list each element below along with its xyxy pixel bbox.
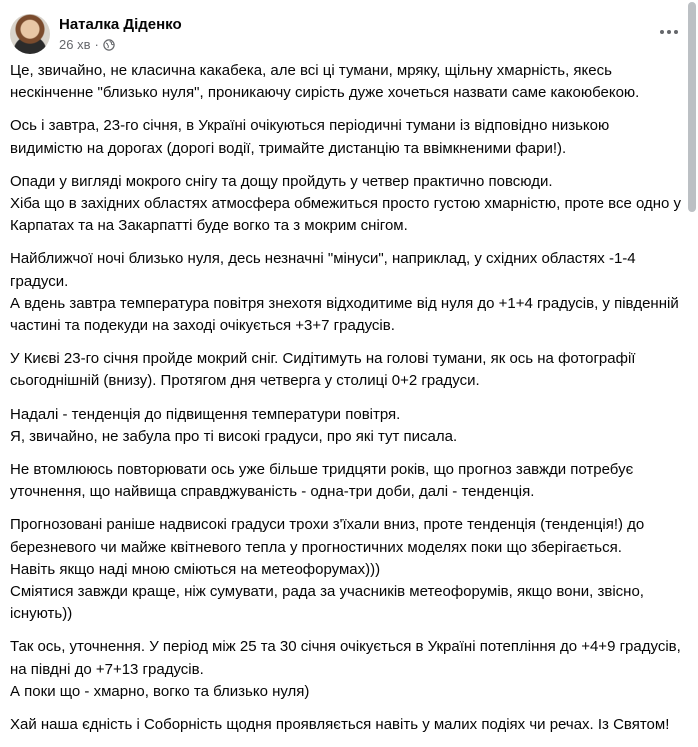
post-text-line: Ось і завтра, 23-го січня, в Україні очікуються періодичні тумани із відповідно низькою — [10, 117, 610, 135]
globe-icon[interactable] — [103, 39, 115, 51]
post-paragraph — [10, 404, 674, 448]
author-name[interactable]: Наталка Діденко — [59, 16, 182, 33]
author-avatar[interactable] — [10, 14, 50, 54]
post-text-line: Навіть якщо наді мною сміються на метеофорумах))) — [10, 560, 381, 578]
post-text-line: Прогнозовані раніше надвисокі градуси трохи з'їхали вниз, проте тенденція (тенденція!) до — [10, 516, 645, 534]
post-text-line: Опади у вигляді мокрого снігу та дощу пройдуть у четвер практично повсюди. — [10, 172, 553, 190]
post-text-line: Так ось, уточнення. У період між 25 та 30 січня очікується в Україні потепління до +4+9 градусів, — [10, 638, 681, 656]
post-text-line: У Києві 23-го січня пройде мокрий сніг. Сидітимуть на голові тумани, як ось на фотографії — [10, 350, 636, 368]
post-text-line: Карпатах та на Закарпатті буде вогко та з мокрим снігом. — [10, 217, 408, 235]
post-text-line: Хай наша єдність і Соборність щодня проявляється навіть у малих подіях чи речах. Із Святом! — [10, 716, 670, 734]
post-text-line: Я, звичайно, не забула про ті високі градуси, про які тут писала. — [10, 427, 458, 445]
post-text-line: уточнення, що найвища справджуваність - одна-три доби, далі - тенденція. — [10, 483, 535, 501]
post-text-line: Найближчої ночі близько нуля, десь незначні "мінуси", наприклад, у східних областях -1-4 — [10, 250, 636, 268]
post-paragraph — [10, 248, 679, 337]
post-text-line: нескінченне "близько нуля", проникаючу сирість дуже хочеться назвати саме какоюбекою. — [10, 84, 640, 102]
post-text-line: на півдні до +7+13 градусів. — [10, 660, 204, 678]
scrollbar-thumb[interactable] — [688, 2, 696, 212]
post-text-line: частині та подекуди на заході очікується +3+7 градусів. — [10, 317, 395, 335]
post-text-line: існують)) — [10, 605, 73, 623]
post-text-line: сьогоднішній (внизу). Протягом дня четверга у столиці 0+2 градуси. — [10, 372, 480, 390]
post-text-line: Не втомлююсь повторювати ось уже більше тридцяти років, що прогноз завжди потребує — [10, 461, 634, 479]
post-text-line: березневого чи майже квітневого тепла у прогностичних моделях поки що зберігається. — [10, 538, 622, 556]
post-paragraph — [10, 459, 674, 503]
more-dots-icon — [660, 30, 664, 34]
post-paragraph — [10, 514, 674, 625]
post-subline — [59, 36, 182, 53]
post-paragraph — [10, 714, 674, 736]
post-paragraph — [10, 115, 674, 159]
post-text-line: А вдень завтра температура повітря знехотя відходитиме від нуля до +1+4 градусів, у південній — [10, 294, 679, 312]
post-paragraph — [10, 60, 674, 104]
post-paragraph — [10, 348, 674, 392]
post-text-line: градуси. — [10, 272, 69, 290]
post-paragraph — [10, 636, 681, 703]
post-text-line: Хіба що в західних областях атмосфера обмежиться просто густою хмарністю, проте все одно у — [10, 195, 682, 213]
post-text — [10, 60, 682, 747]
post-text-line: Надалі - тенденція до підвищення температури повітря. — [10, 405, 401, 423]
post-text-line: видимістю на дорогах (дорогі водії, тримайте дистанцію та ввімкненими фари!). — [10, 139, 567, 157]
separator-dot: · — [94, 37, 99, 52]
post-text-line: Це, звичайно, не класична какабека, але всі ці тумани, мряку, щільну хмарність, якесь — [10, 62, 612, 79]
more-options-button[interactable] — [654, 18, 684, 46]
scrollbar[interactable] — [688, 0, 696, 656]
post-paragraph — [10, 171, 682, 238]
post-text-line: Сміятися завжди краще, ніж сумувати, рада за учасників метеофорумів, якщо вони, звісно, — [10, 583, 644, 601]
post-meta — [59, 15, 182, 53]
post-timestamp[interactable]: 26 хв — [59, 37, 91, 52]
post-header — [10, 12, 182, 56]
post-text-line: А поки що - хмарно, вогко та близько нуля) — [10, 682, 310, 700]
